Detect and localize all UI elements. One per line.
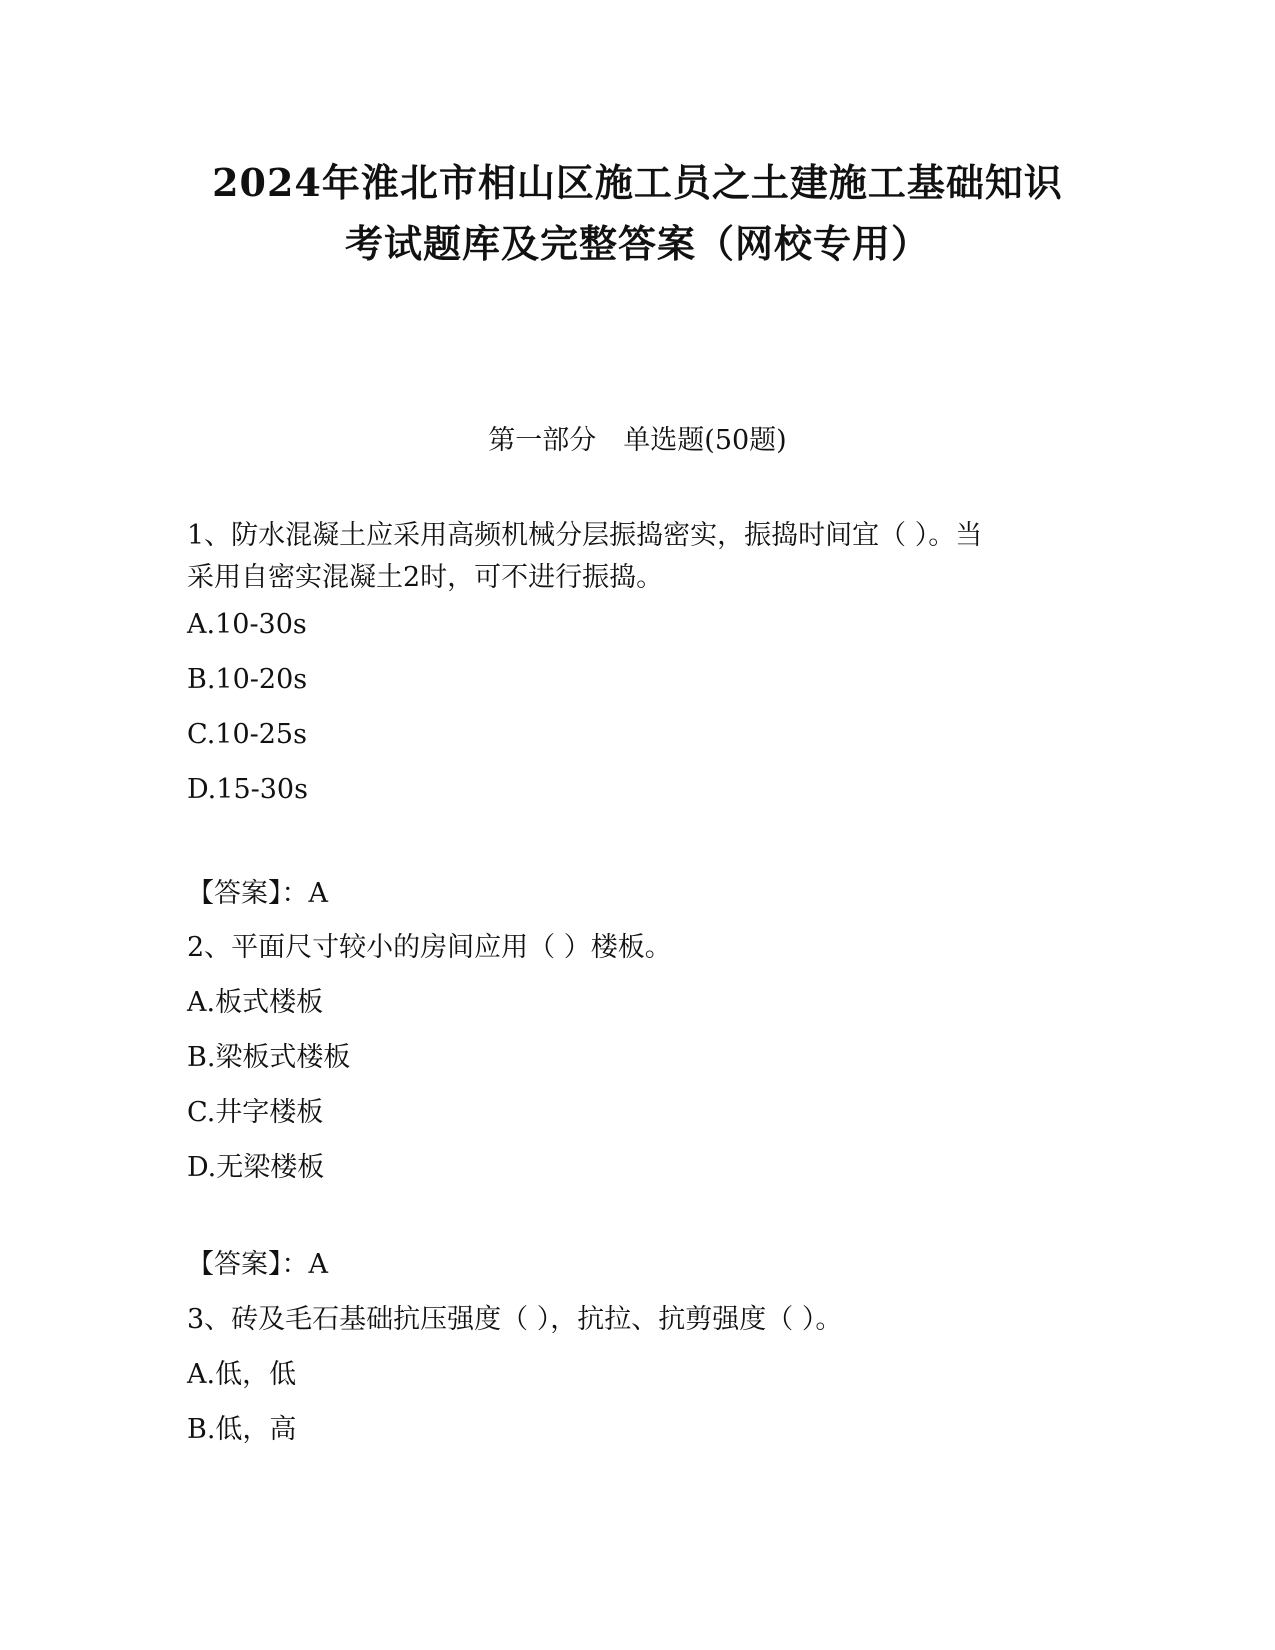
question-1-answer: 【答案】：A	[187, 878, 328, 909]
question-2-answer: 【答案】：A	[187, 1249, 328, 1280]
question-1-option-d: D.15-30s	[187, 774, 308, 805]
question-2-option-a: A.板式楼板	[187, 987, 324, 1018]
question-1-stem-line-1: 1、防水混凝土应采用高频机械分层振捣密实，振捣时间宜（ ）。当	[187, 520, 983, 551]
question-3-option-b: B.低，高	[187, 1414, 297, 1445]
question-1-option-b: B.10-20s	[187, 664, 308, 695]
question-2-option-b: B.梁板式楼板	[187, 1042, 351, 1073]
section-heading: 第一部分 单选题(50题)	[488, 425, 787, 456]
question-3-option-a: A.低，低	[187, 1359, 297, 1390]
question-1-option-a: A.10-30s	[187, 609, 307, 640]
question-3-stem: 3、砖及毛石基础抗压强度（ ），抗拉、抗剪强度（ ）。	[187, 1304, 843, 1335]
document-title-line-2: 考试题库及完整答案（网校专用）	[344, 221, 930, 266]
question-2-stem: 2、平面尺寸较小的房间应用（ ）楼板。	[187, 932, 672, 963]
question-1-stem-line-2: 采用自密实混凝土2时，可不进行振捣。	[187, 562, 664, 593]
question-2-option-c: C.井字楼板	[187, 1097, 324, 1128]
document-title-line-1: 2024年淮北市相山区施工员之土建施工基础知识	[212, 160, 1063, 205]
question-2-option-d: D.无梁楼板	[187, 1152, 325, 1183]
question-1-option-c: C.10-25s	[187, 719, 307, 750]
